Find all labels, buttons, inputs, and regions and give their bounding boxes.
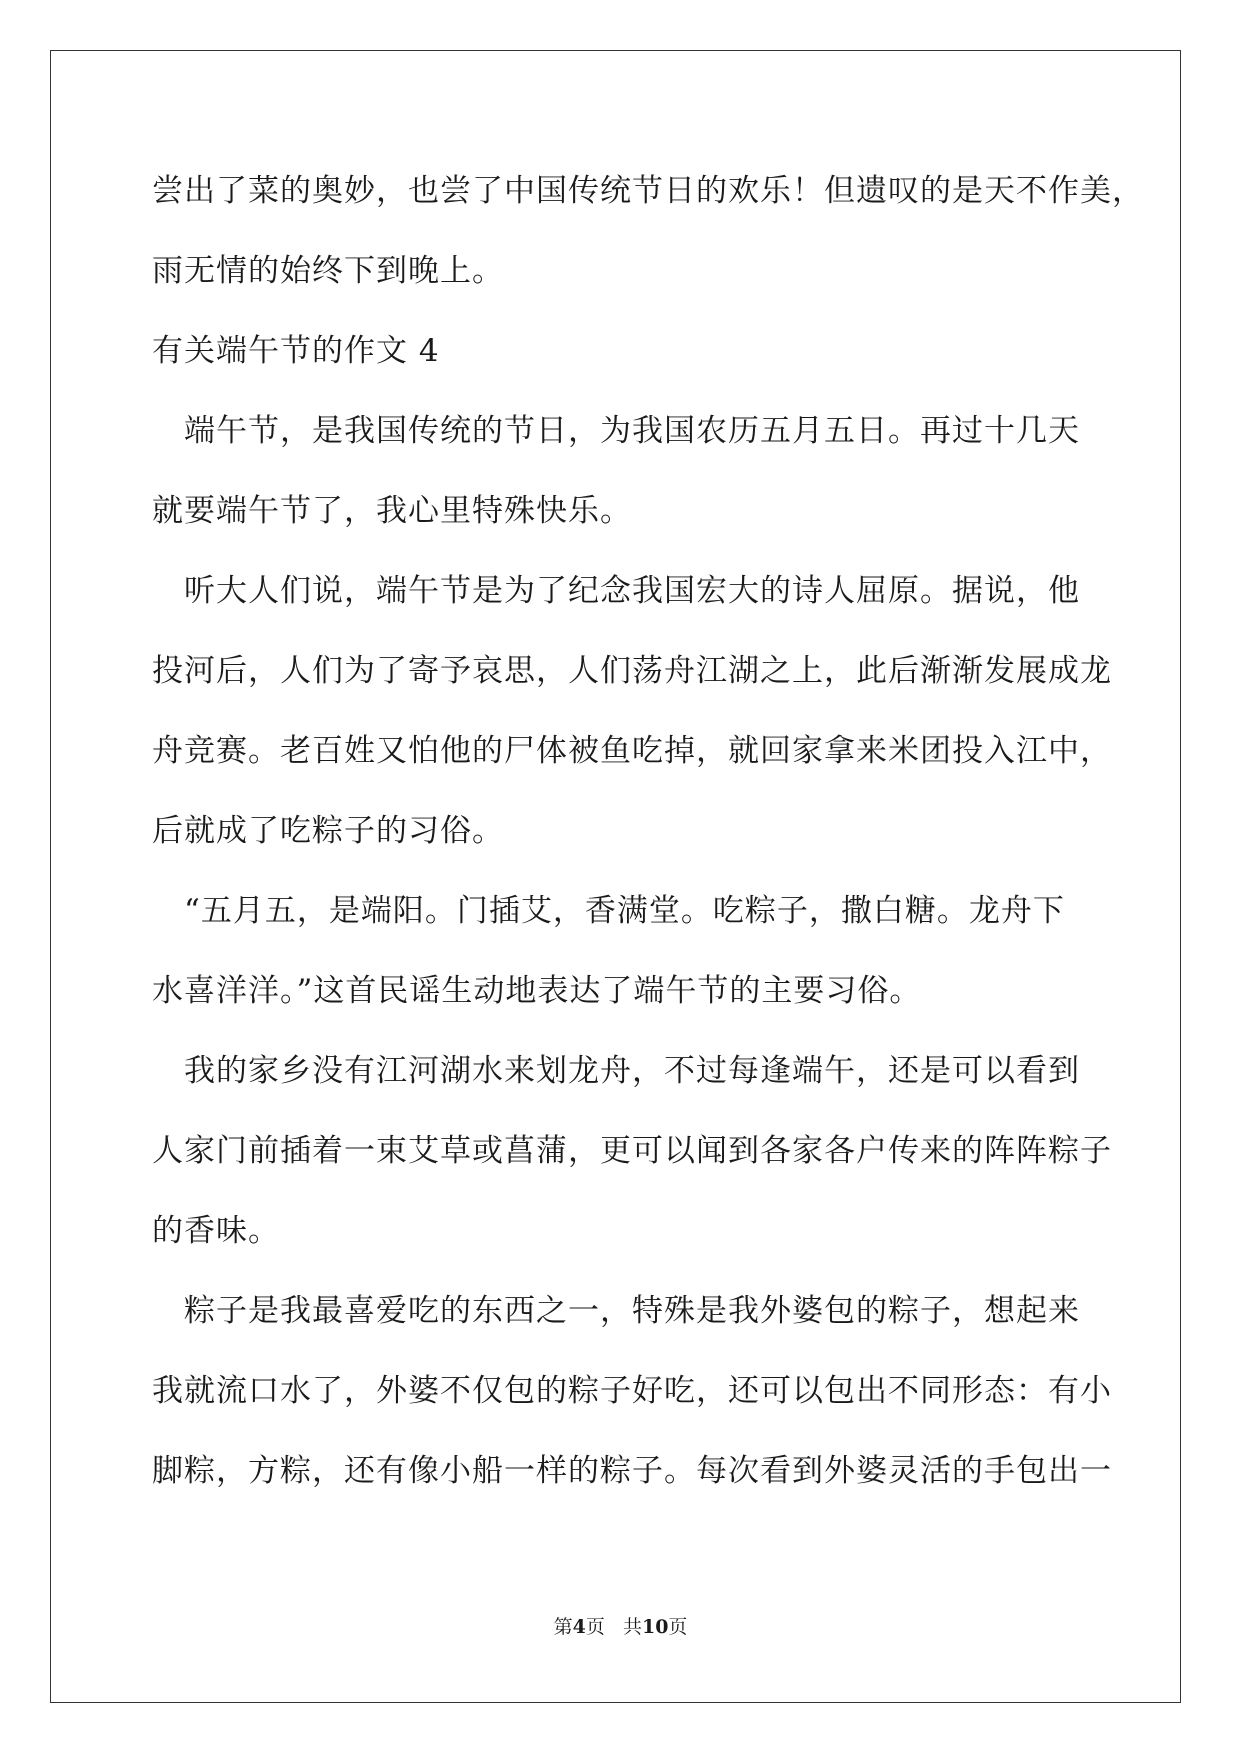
footer-prefix: 第 xyxy=(553,1616,573,1638)
section-heading: 有关端午节的作文 4 xyxy=(152,333,440,369)
text-line: 听大人们说，端午节是为了纪念我国宏大的诗人屈原。据说，他 xyxy=(152,573,1080,609)
text-line: 我就流口水了，外婆不仅包的粽子好吃，还可以包出不同形态：有小 xyxy=(152,1373,1112,1409)
text-line: 水喜洋洋。”这首民谣生动地表达了端午节的主要习俗。 xyxy=(152,973,922,1009)
text-line: 后就成了吃粽子的习俗。 xyxy=(152,813,504,849)
total-page-count: 10 xyxy=(641,1616,669,1638)
footer-page-suffix: 页 xyxy=(585,1616,605,1638)
text-line: 投河后，人们为了寄予哀思，人们荡舟江湖之上，此后渐渐发展成龙 xyxy=(152,653,1112,689)
text-line: “五月五，是端阳。门插艾，香满堂。吃粽子，撒白糖。龙舟下 xyxy=(152,893,1065,929)
current-page-number: 4 xyxy=(572,1616,586,1638)
page-footer xyxy=(0,1615,1241,1639)
footer-total-suffix: 页 xyxy=(668,1616,688,1638)
text-line: 端午节，是我国传统的节日，为我国农历五月五日。再过十几天 xyxy=(152,413,1080,449)
text-line: 的香味。 xyxy=(152,1213,280,1249)
text-line: 尝出了菜的奥妙，也尝了中国传统节日的欢乐！但遗叹的是天不作美， xyxy=(152,173,1144,209)
text-line: 脚粽，方粽，还有像小船一样的粽子。每次看到外婆灵活的手包出一 xyxy=(152,1453,1112,1489)
text-line: 就要端午节了，我心里特殊快乐。 xyxy=(152,493,632,529)
footer-total-prefix: 共 xyxy=(622,1616,642,1638)
text-line: 我的家乡没有江河湖水来划龙舟，不过每逢端午，还是可以看到 xyxy=(152,1053,1080,1089)
text-line: 人家门前插着一束艾草或菖蒲，更可以闻到各家各户传来的阵阵粽子 xyxy=(152,1133,1112,1169)
text-line: 舟竞赛。老百姓又怕他的尸体被鱼吃掉，就回家拿来米团投入江中， xyxy=(152,733,1112,769)
text-line: 雨无情的始终下到晚上。 xyxy=(152,253,504,289)
text-line: 粽子是我最喜爱吃的东西之一，特殊是我外婆包的粽子，想起来 xyxy=(152,1293,1080,1329)
